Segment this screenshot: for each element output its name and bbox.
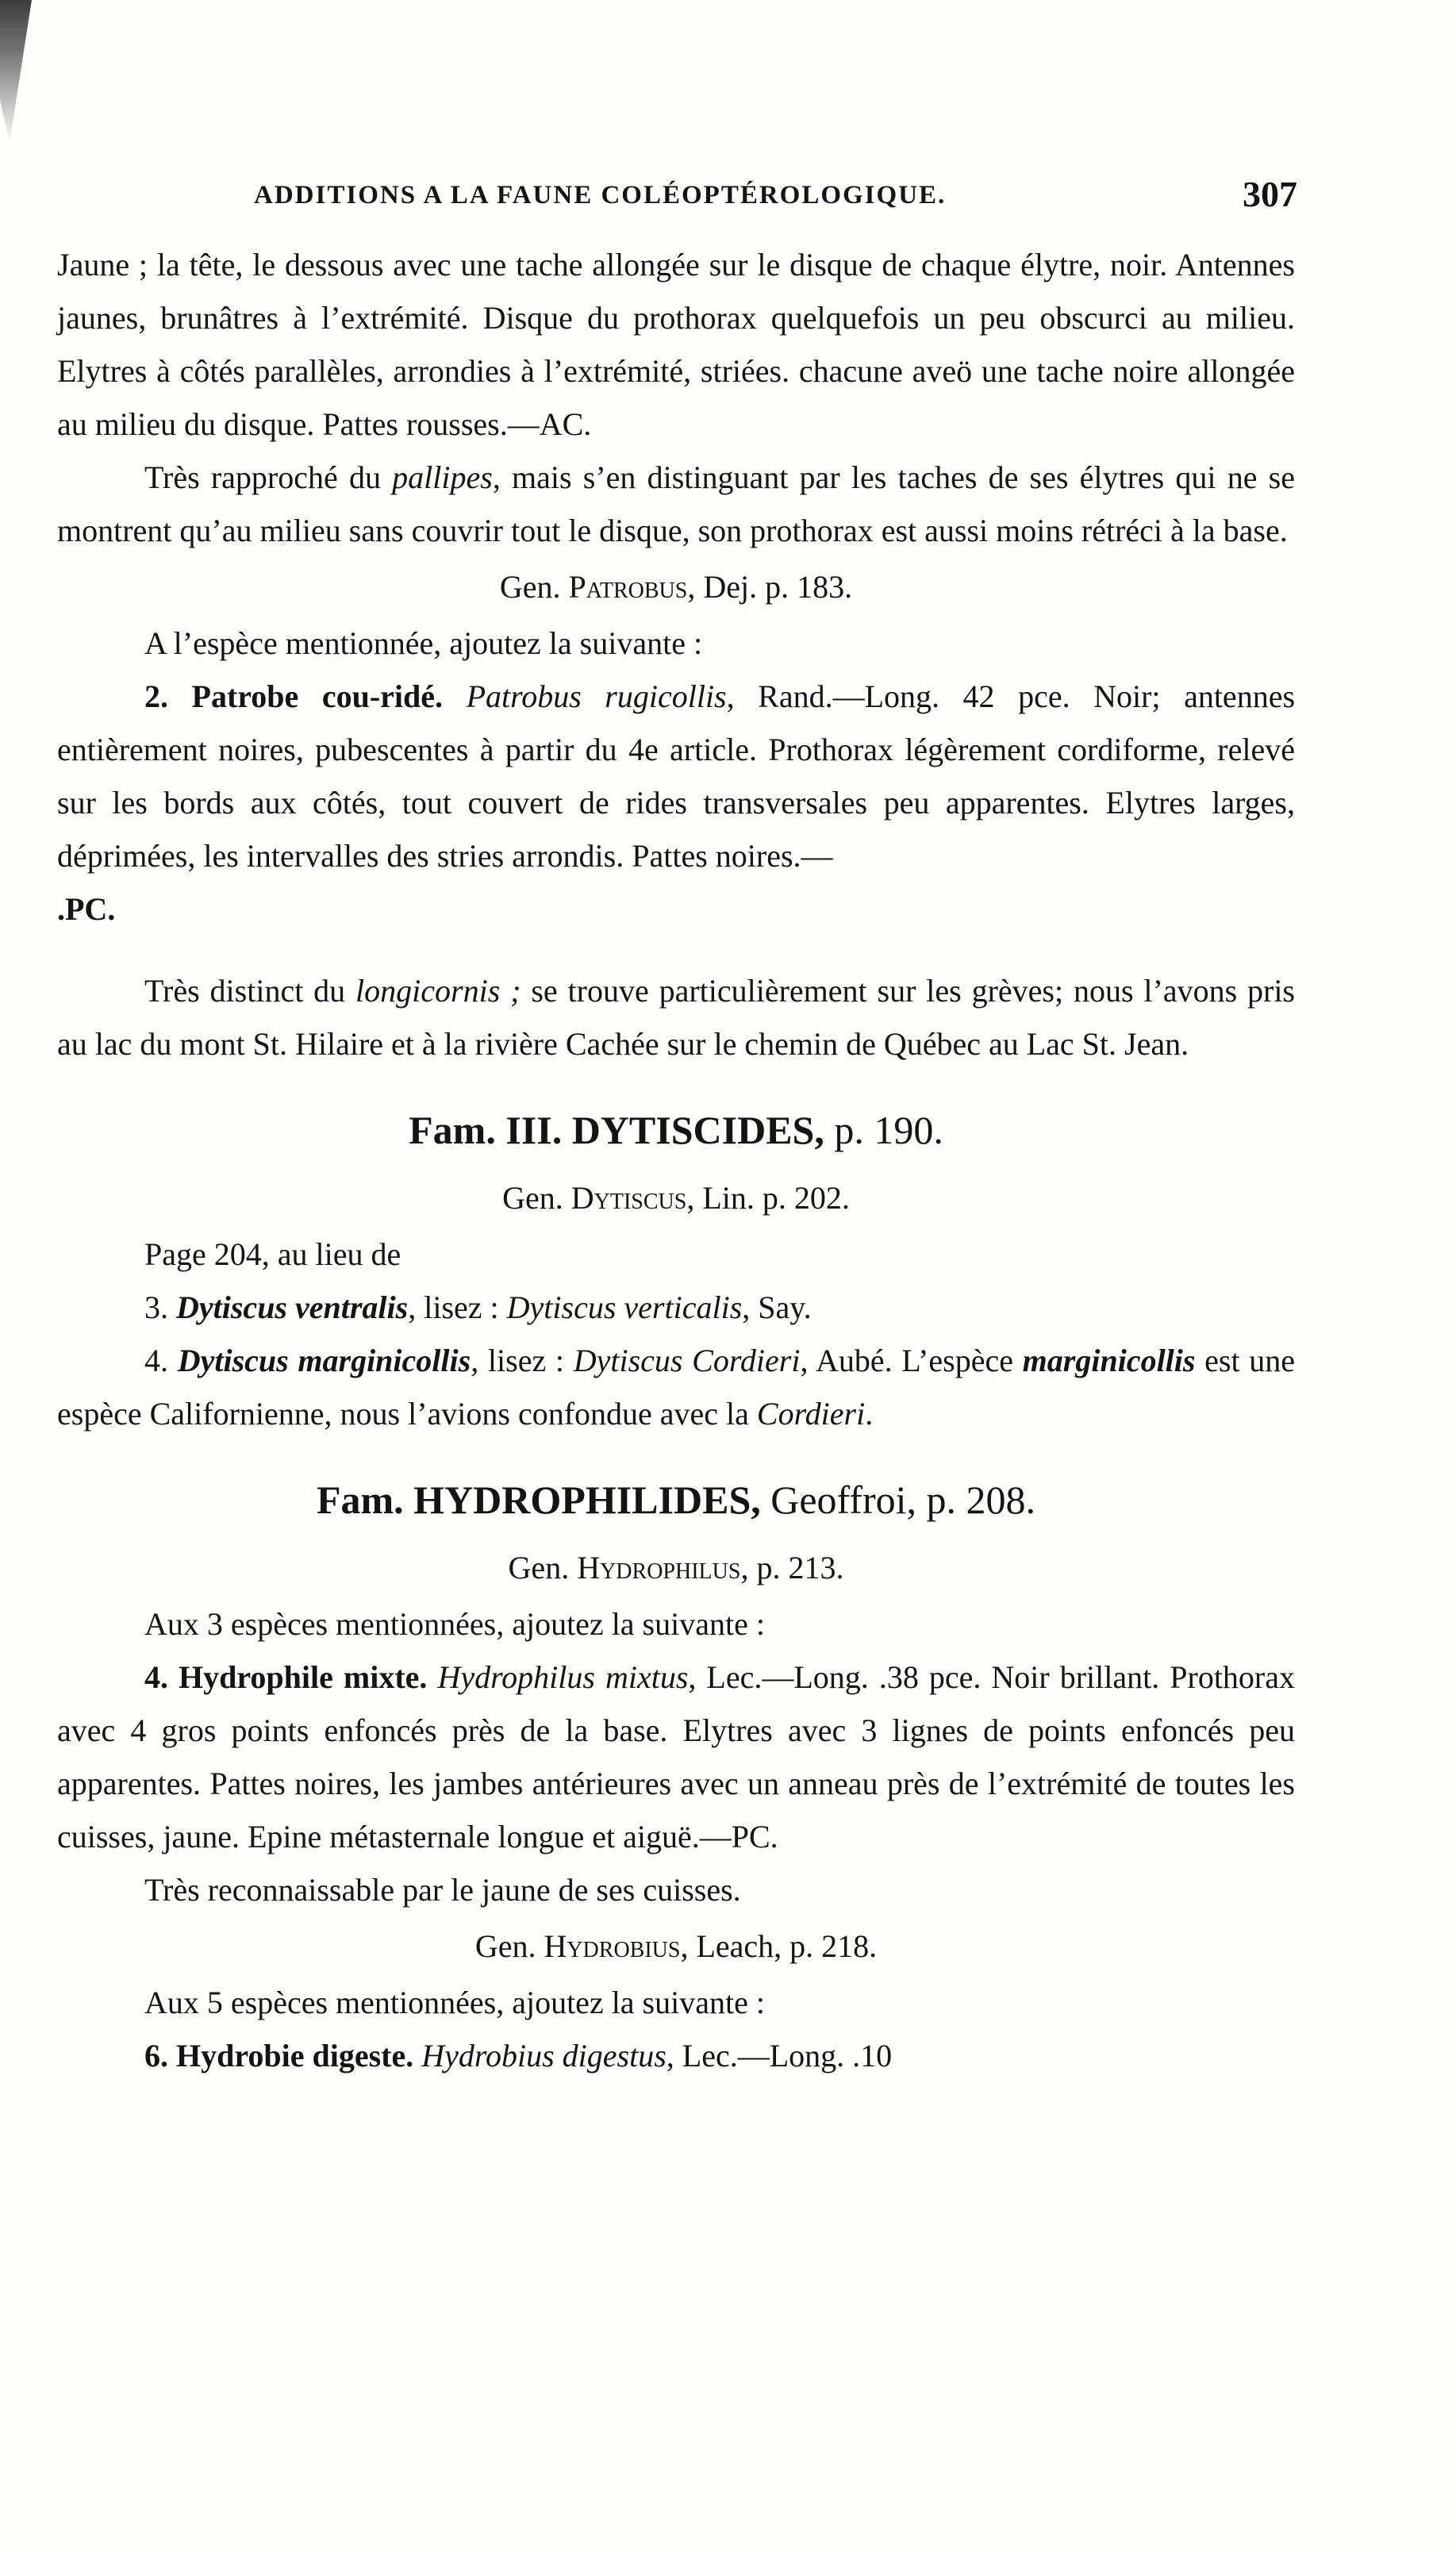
page-body bbox=[57, 238, 1295, 2082]
entry-title: 4. Hydrophile mixte. bbox=[144, 1659, 428, 1695]
correction-number: 4. bbox=[144, 1343, 168, 1378]
running-head: ADDITIONS A LA FAUNE COLÉOPTÉROLOGIQUE. bbox=[254, 181, 947, 209]
dytiscus-correction-3 bbox=[57, 1281, 1295, 1334]
entry-title: 6. Hydrobie digeste. bbox=[144, 2038, 414, 2074]
genus-prefix: Gen. bbox=[508, 1550, 570, 1585]
correction-text: , Say. bbox=[742, 1289, 812, 1325]
entry-description: Noir brillant. Prothorax avec 4 gros points enfoncés près de la base. Elytres avec 3 lignes de points enfoncés peu apparentes. Pattes noires, les jambes antérieures avec un anneau près de l’extrémité de toutes les cuisses, jaune. Epine métasternale longue et aiguë.—PC. bbox=[57, 1659, 1296, 1854]
species-name: Dytiscus ventralis bbox=[176, 1289, 409, 1325]
genus-heading-hydrophilus bbox=[57, 1541, 1295, 1594]
family-heading-hydrophilides bbox=[57, 1474, 1295, 1527]
genus-suffix: , Dej. p. 183. bbox=[687, 569, 853, 605]
patrobus-intro: A l’espèce mentionnée, ajoutez la suivante : bbox=[144, 625, 703, 661]
entry-hydrobie-digeste bbox=[57, 2029, 1295, 2082]
genus-name: Hydrophilus bbox=[577, 1550, 741, 1585]
entry-author: , Lec.—Long. .10 bbox=[666, 2038, 893, 2074]
entry-abundance: .PC. bbox=[57, 891, 116, 927]
family-name: Fam. III. DYTISCIDES, bbox=[409, 1108, 824, 1152]
patrobus-previous-description: Jaune ; la tête, le dessous avec une tache allongée sur le disque de chaque élytre, noir. Antennes jaunes, brunâtres à l’extrémité. Disque du prothorax quelquefois un peu obscurci au milieu. Elytres à côtés parallèles, arrondies à l’extrémité, striées. chacune aveö une tache noire allongée au milieu du disque. Pattes rousses.—AC. bbox=[57, 247, 1295, 442]
genus-name: Dytiscus bbox=[570, 1180, 687, 1216]
genus-prefix: Gen. bbox=[499, 569, 561, 605]
correction-text: est une espèce Californienne, nous l’avions confondue avec la bbox=[57, 1343, 1296, 1432]
family-page: p. 190. bbox=[824, 1108, 943, 1152]
family-name: Fam. HYDROPHILIDES, bbox=[316, 1478, 761, 1522]
genus-heading-hydrobius bbox=[57, 1920, 1295, 1973]
species-name: Hydrobius digestus bbox=[421, 2038, 667, 2074]
correction-text: , lisez : bbox=[471, 1343, 574, 1378]
species-name: Patrobus rugicollis bbox=[466, 678, 727, 714]
dytiscus-page-ref: Page 204, au lieu de bbox=[144, 1236, 401, 1272]
entry-description: Noir; antennes entièrement noires, pubescentes à partir du 4e article. Prothorax légèrement cordiforme, relevé sur les bords aux côtés, tout couvert de rides transversales peu apparentes. Elytres larges, déprimées, les intervalles des stries arrondis. Pattes noires.— bbox=[57, 678, 1296, 874]
note-text: Très distinct du bbox=[144, 973, 356, 1009]
genus-prefix: Gen. bbox=[502, 1180, 563, 1216]
page-number: 307 bbox=[1243, 174, 1297, 214]
correction-text: , Aubé. bbox=[800, 1343, 893, 1378]
entry-title: 2. Patrobe cou-ridé. bbox=[144, 678, 444, 714]
species-name: pallipes bbox=[392, 459, 493, 495]
entry-patrobe-cou-ride bbox=[57, 670, 1295, 882]
correction-text: . bbox=[865, 1396, 874, 1432]
species-name: longicornis ; bbox=[355, 973, 521, 1009]
patrobus-previous-note bbox=[57, 451, 1295, 557]
page-edge-mark bbox=[0, 0, 32, 143]
genus-heading-dytiscus bbox=[57, 1171, 1295, 1224]
family-author-page: Geoffroi, p. 208. bbox=[760, 1478, 1035, 1522]
genus-prefix: Gen. bbox=[474, 1928, 536, 1964]
entry-author: , Lec.—Long. .38 pce. bbox=[688, 1659, 982, 1695]
species-name: marginicollis bbox=[1022, 1343, 1196, 1378]
entry-author: , Rand.—Long. 42 pce. bbox=[726, 678, 1070, 714]
page-header bbox=[254, 173, 1297, 221]
correction-number: 3. bbox=[144, 1289, 168, 1325]
genus-heading-patrobus bbox=[57, 560, 1295, 613]
species-name: Dytiscus marginicollis bbox=[177, 1343, 471, 1378]
hydrophilus-intro: Aux 3 espèces mentionnées, ajoutez la suivante : bbox=[144, 1606, 765, 1642]
hydrobius-intro: Aux 5 espèces mentionnées, ajoutez la suivante : bbox=[144, 1985, 765, 2020]
correction-text: , lisez : bbox=[408, 1289, 507, 1325]
species-name: Dytiscus Cordieri bbox=[573, 1343, 801, 1378]
genus-suffix: , Leach, p. 218. bbox=[680, 1928, 878, 1964]
correction-text: L’espèce bbox=[892, 1343, 1023, 1378]
entry-hydrophile-mixte bbox=[57, 1651, 1295, 1863]
hydrophile-note: Très reconnaissable par le jaune de ses cuisses. bbox=[144, 1872, 741, 1908]
species-name: Cordieri bbox=[756, 1396, 866, 1432]
family-heading-dytiscides bbox=[57, 1104, 1295, 1157]
genus-name: Patrobus bbox=[568, 569, 688, 605]
genus-name: Hydrobius bbox=[544, 1928, 681, 1964]
note-text: , mais s’en distinguant par les taches de ses élytres qui ne se montrent qu’au milieu sans couvrir tout le disque, son prothorax est aussi moins rétréci à la base. bbox=[57, 459, 1295, 548]
genus-suffix: , Lin. p. 202. bbox=[686, 1180, 850, 1216]
note-text: Très rapproché du bbox=[144, 459, 393, 495]
species-name: Dytiscus verticalis bbox=[506, 1289, 743, 1325]
patrobe-note bbox=[57, 964, 1295, 1070]
species-name: Hydrophilus mixtus bbox=[437, 1659, 689, 1695]
genus-suffix: , p. 213. bbox=[740, 1550, 844, 1585]
note-text: se trouve particulièrement sur les grèves; nous l’avons pris au lac du mont St. Hilaire et à la rivière Cachée sur le chemin de Québec au Lac St. Jean. bbox=[57, 973, 1296, 1062]
dytiscus-correction-4 bbox=[57, 1334, 1295, 1440]
